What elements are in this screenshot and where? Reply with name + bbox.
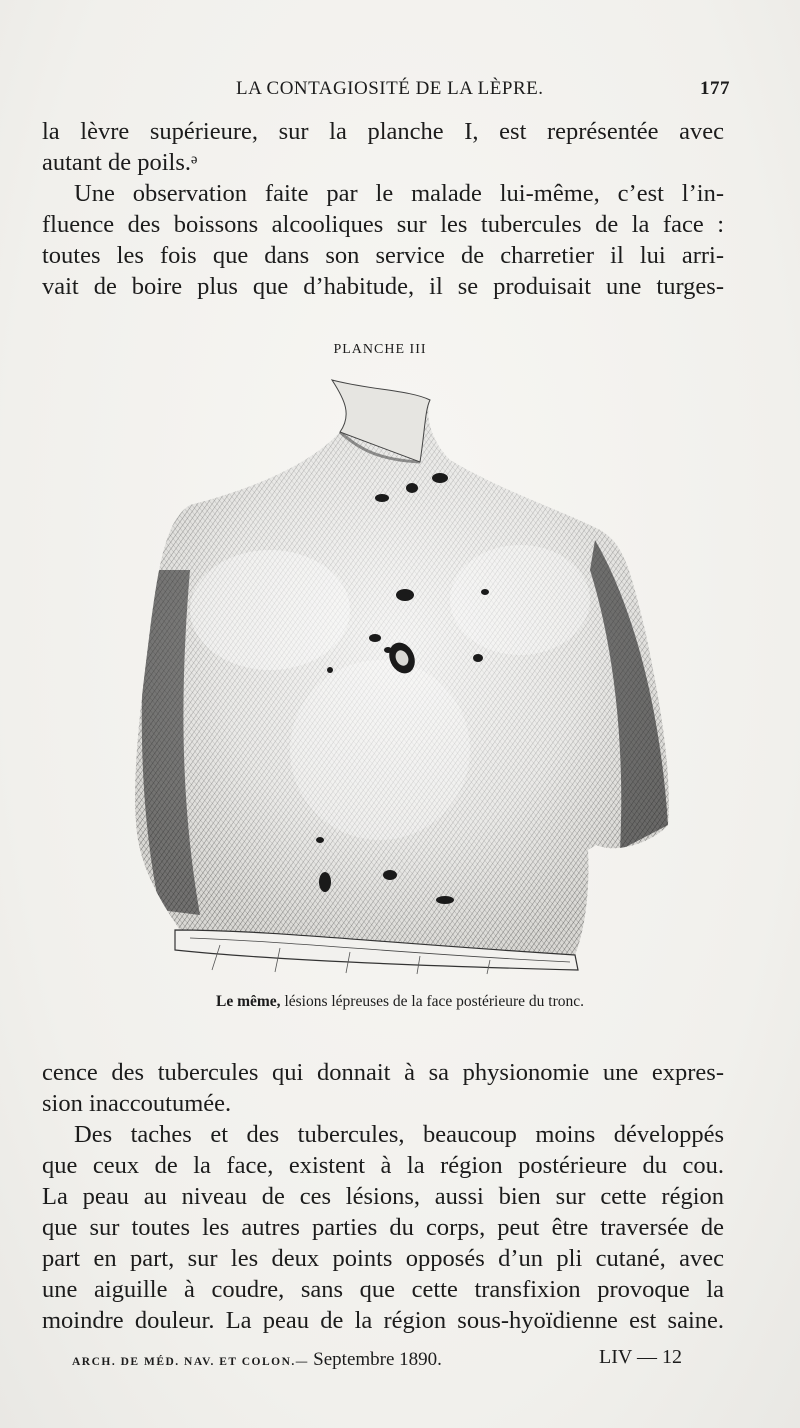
page-footer bbox=[72, 1346, 692, 1368]
text-line: Des taches et des tubercules, beaucoup moins développés bbox=[74, 1121, 724, 1148]
text-line: La peau au niveau de ces lésions, aussi bien sur cette région bbox=[42, 1183, 724, 1210]
text-line: que ceux de la face, existent à la région postérieure du cou. bbox=[42, 1152, 724, 1179]
journal-date: Septembre 1890. bbox=[313, 1349, 442, 1370]
torso-shading bbox=[120, 370, 680, 975]
plate-label: PLANCHE III bbox=[333, 342, 427, 357]
text-block-top bbox=[42, 116, 724, 302]
text-block-bottom bbox=[42, 1057, 724, 1336]
journal-reference bbox=[72, 1349, 442, 1371]
text-line: moindre douleur. La peau de la région sous-hyoïdienne est saine. bbox=[42, 1307, 724, 1334]
text-line: fluence des boissons alcooliques sur les tubercules de la face : bbox=[42, 211, 724, 238]
text-line: une aiguille à coudre, sans que cette transfixion provoque la bbox=[42, 1276, 724, 1303]
running-head bbox=[40, 78, 730, 102]
running-head-title: LA CONTAGIOSITÉ DE LA LÈPRE. bbox=[236, 78, 544, 99]
text-line: que sur toutes les autres parties du corps, peut être traversée de bbox=[42, 1214, 724, 1241]
text-line: cence des tubercules qui donnait à sa physionomie une expres- bbox=[42, 1059, 724, 1086]
text-line: part en part, sur les deux points opposés d’un pli cutané, avec bbox=[42, 1245, 724, 1272]
plate-caption-subject: Le même, bbox=[216, 993, 281, 1010]
page-number: 177 bbox=[700, 78, 730, 99]
text-line: vait de boire plus que d’habitude, il se produisait une turges- bbox=[42, 273, 724, 300]
text-line: sion inaccoutumée. bbox=[42, 1090, 232, 1117]
text-line: toutes les fois que dans son service de charretier il lui arri- bbox=[42, 242, 724, 269]
plate-illustration bbox=[120, 370, 680, 975]
text-line: Une observation faite par le malade lui-même, c’est l’in- bbox=[74, 180, 724, 207]
plate-caption-text: lésions lépreuses de la face postérieure du tronc. bbox=[280, 993, 584, 1010]
signature-mark: LIV — 12 bbox=[599, 1346, 682, 1368]
text-line: autant de poils.ᵊ bbox=[42, 149, 198, 176]
text-line: la lèvre supérieure, sur la planche I, est représentée avec bbox=[42, 118, 724, 145]
plate-caption bbox=[0, 993, 800, 1011]
journal-name: ARCH. DE MÉD. NAV. ET COLON.— bbox=[72, 1356, 314, 1368]
